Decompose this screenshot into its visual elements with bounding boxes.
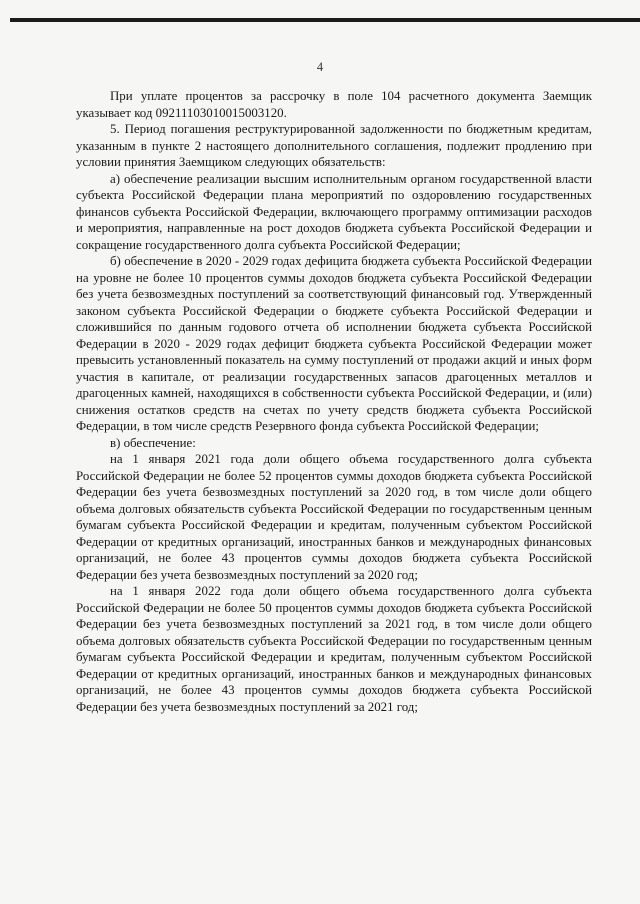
paragraph-subitem-a: а) обеспечение реализации высшим исполнительным органом государственной власти субъекта Российской Федерации плана мероприятий по оздоровлению государственных финансов субъекта Российской Федерации, включающего программу оптимизации расходов и мероприятия, направленные на рост доходов бюджета субъекта Российской Федерации и сокращение государственного долга субъекта Российской Федерации; [76,171,592,252]
paragraph-debt-2022: на 1 января 2022 года доли общего объема государственного долга субъекта Российской Федерации не более 50 процентов суммы доходов бюджета субъекта Российской Федерации без учета безвозмездных поступлений за 2021 год, в том числе доли общего объема долговых обязательств субъекта Российской Федерации по государственным ценным бумагам субъекта Российской Федерации и кредитам, полученным субъектом Российской Федерации от кредитных организаций, иностранных банков и международных финансовых организаций, не более 43 процентов суммы доходов бюджета субъекта Российской Федерации без учета безвозмездных поступлений за 2021 год; [76,584,592,714]
paragraph-interest-payment-code: При уплате процентов за рассрочку в поле 104 расчетного документа Заемщик указывает код 09211103010015003120. [76,89,592,120]
page-number: 4 [316,60,324,74]
paragraph-item-5: 5. Период погашения реструктурированной задолженности по бюджетным кредитам, указанным в пункте 2 настоящего дополнительного соглашения, подлежит продлению при условии принятия Заемщиком следующих обязательств: [76,122,592,169]
top-border-line [10,18,640,22]
paragraph-subitem-v: в) обеспечение: [110,435,196,450]
paragraph-subitem-b: б) обеспечение в 2020 - 2029 годах дефицита бюджета субъекта Российской Федерации на уровне не более 10 процентов суммы доходов бюджета субъекта Российской Федерации без учета безвозмездных поступлений за соответствующий финансовый год. Утвержденный законом субъекта Российской Федерации о бюджете субъекта Российской Федерации и сложившийся по данным годового отчета об исполнении бюджета субъекта Российской Федерации в 2020 - 2029 годах дефицит бюджета субъекта Российской Федерации может превысить установленный показатель на сумму поступлений от продажи акций и иных форм участия в капитале, от реализации государственных запасов драгоценных металлов и драгоценных камней, находящихся в собственности субъекта Российской Федерации, и (или) снижения остатков средств на счетах по учету средств бюджета субъекта Российской Федерации, в том числе средств Резервного фонда субъекта Российской Федерации; [76,254,592,433]
paragraph-debt-2021: на 1 января 2021 года доли общего объема государственного долга субъекта Российской Федерации не более 52 процентов суммы доходов бюджета субъекта Российской Федерации без учета безвозмездных поступлений за 2020 год, в том числе доли общего объема долговых обязательств субъекта Российской Федерации по государственным ценным бумагам субъекта Российской Федерации и кредитам, полученным субъектом Российской Федерации от кредитных организаций, иностранных банков и международных финансовых организаций, не более 43 процентов суммы доходов бюджета субъекта Российской Федерации без учета безвозмездных поступлений за 2020 год; [76,452,592,582]
document-body [76,88,592,715]
